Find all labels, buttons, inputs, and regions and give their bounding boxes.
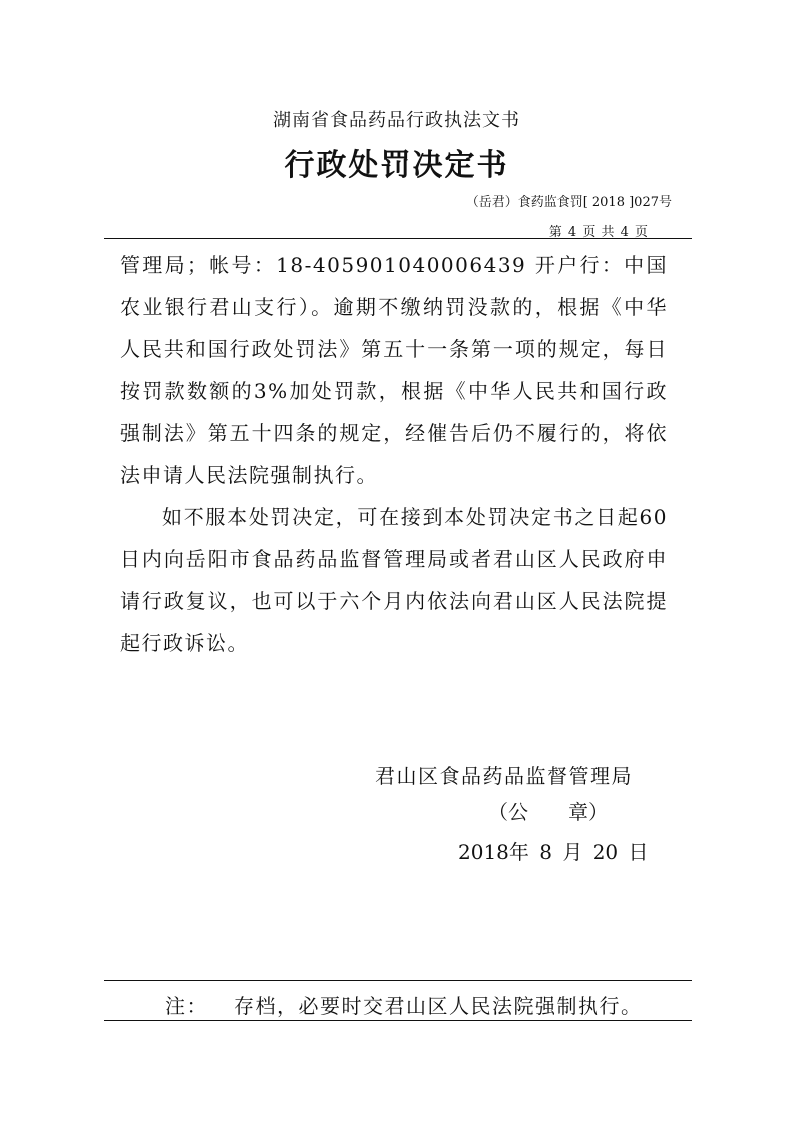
official-seal-label: （公 章） [488, 800, 608, 824]
note-divider-top [104, 980, 692, 981]
note-text: 存档，必要时交君山区人民法院强制执行。 [234, 994, 643, 1018]
note-divider-bottom [104, 1020, 692, 1021]
page-number: 第 4 页 共 4 页 [548, 225, 648, 240]
document-series-title: 湖南省食品药品行政执法文书 [273, 110, 520, 131]
document-number: （岳君）食药监食罚[ 2018 ]027号 [465, 195, 672, 210]
body-paragraph-2: 如不服本处罚决定，可在接到本处罚决定书之日起60日内向岳阳市食品药品监督管理局或者君山区人民政府申请行政复议，也可以于六个月内依法向君山区人民法院提起行政诉讼。 [120, 505, 668, 655]
footer-note [165, 990, 643, 1019]
issuing-organization: 君山区食品药品监督管理局 [375, 764, 633, 788]
body-paragraph-1: 管理局；帐号：18-405901040006439 开户行：中国农业银行君山支行）。逾期不缴纳罚没款的，根据《中华人民共和国行政处罚法》第五十一条第一项的规定，每日按罚款数额的3%加处罚款，根据《中华人民共和国行政强制法》第五十四条的规定，经催告后仍不履行的，将依法申请人民法院强制执行。 [120, 253, 668, 487]
document-body [120, 244, 668, 664]
header-divider [104, 238, 692, 239]
issue-date: 2018年 8 月 20 日 [458, 840, 649, 864]
document-title: 行政处罚决定书 [284, 148, 509, 183]
note-label: 注： [165, 994, 208, 1018]
